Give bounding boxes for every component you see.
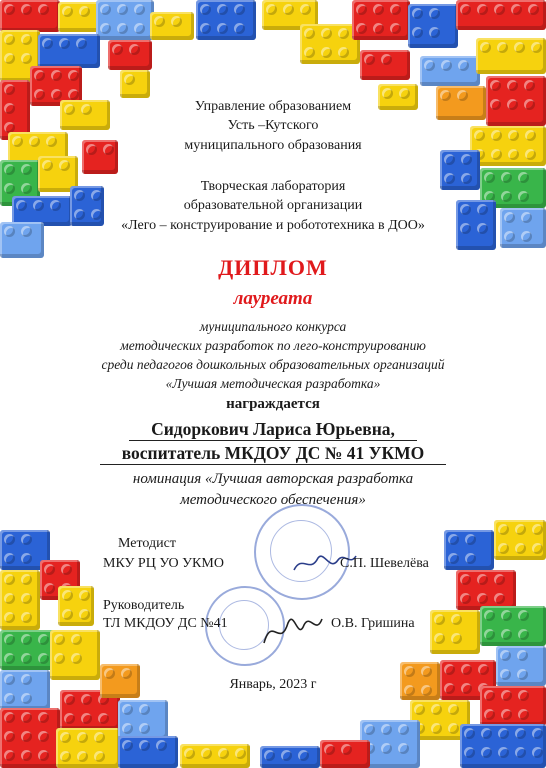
header-line-3: муниципального образования [184,138,362,153]
head-title: Руководитель [103,598,185,613]
lego-brick [420,56,480,86]
issue-date: Январь, 2023 г [229,677,317,692]
lego-brick [300,24,360,64]
awardee-name: Сидоркович Лариса Юрьевна, [129,419,417,441]
organizer-line-1: Творческая лаборатория [200,179,346,194]
lego-brick [50,630,100,680]
contest-line-3: среди педагогов дошкольных образовательных организаций [101,357,445,372]
methodist-title: Методист [118,536,176,551]
methodist-org: МКУ РЦ УО УКМО [103,556,224,571]
awardee-position-row [0,443,546,465]
organizer-line-2: образовательной организации [183,198,363,213]
lego-brick [360,50,410,80]
lego-brick [96,0,154,40]
lego-brick [0,0,60,32]
header-line-2: Усть –Кутского [227,118,319,133]
lego-brick [352,0,410,40]
lego-brick [118,700,168,740]
awarded-label: награждается [226,396,320,412]
head-name: О.В. Гришина [331,616,415,631]
lego-brick [0,708,60,768]
lego-brick [56,728,120,768]
contest-line-4: «Лучшая методическая разработка» [165,376,381,391]
head-signature-mark [258,605,328,655]
diploma-subtitle: лауреата [233,288,313,309]
nomination-line-1: номинация «Лучшая авторская разработка [132,471,414,487]
lego-brick [0,570,40,630]
head-org: ТЛ МКДОУ ДС №41 [103,616,228,631]
lego-brick [108,40,152,70]
lego-brick [180,744,250,768]
lego-brick [494,520,546,560]
lego-brick [260,746,320,768]
lego-brick [460,724,546,768]
lego-brick [58,586,94,626]
header-line-1: Управление образованием [194,99,352,114]
lego-brick [456,570,516,610]
awardee-position: воспитатель МКДОУ ДС № 41 УКМО [100,443,447,465]
lego-brick [476,38,546,74]
nomination-line-2: методического обеспечения» [180,492,366,508]
lego-brick [320,740,370,768]
organizer-line-3: «Лего – конструирование и робототехника в ДОО» [121,218,425,233]
methodist-name: С.П. Шевелёва [340,556,429,571]
lego-brick [118,736,178,768]
lego-brick [150,12,194,40]
lego-brick [408,4,458,48]
lego-brick [456,0,546,30]
diploma-title: ДИПЛОМ [218,255,328,280]
contest-line-1: муниципального конкурса [199,319,347,334]
lego-brick [444,530,494,570]
lego-brick [480,606,546,646]
contest-line-2: методических разработок по лего-конструированию [120,338,426,353]
lego-brick [430,610,480,654]
lego-brick [196,0,256,40]
lego-brick [38,34,100,68]
awardee-name-row [0,419,546,441]
lego-brick [120,70,150,98]
